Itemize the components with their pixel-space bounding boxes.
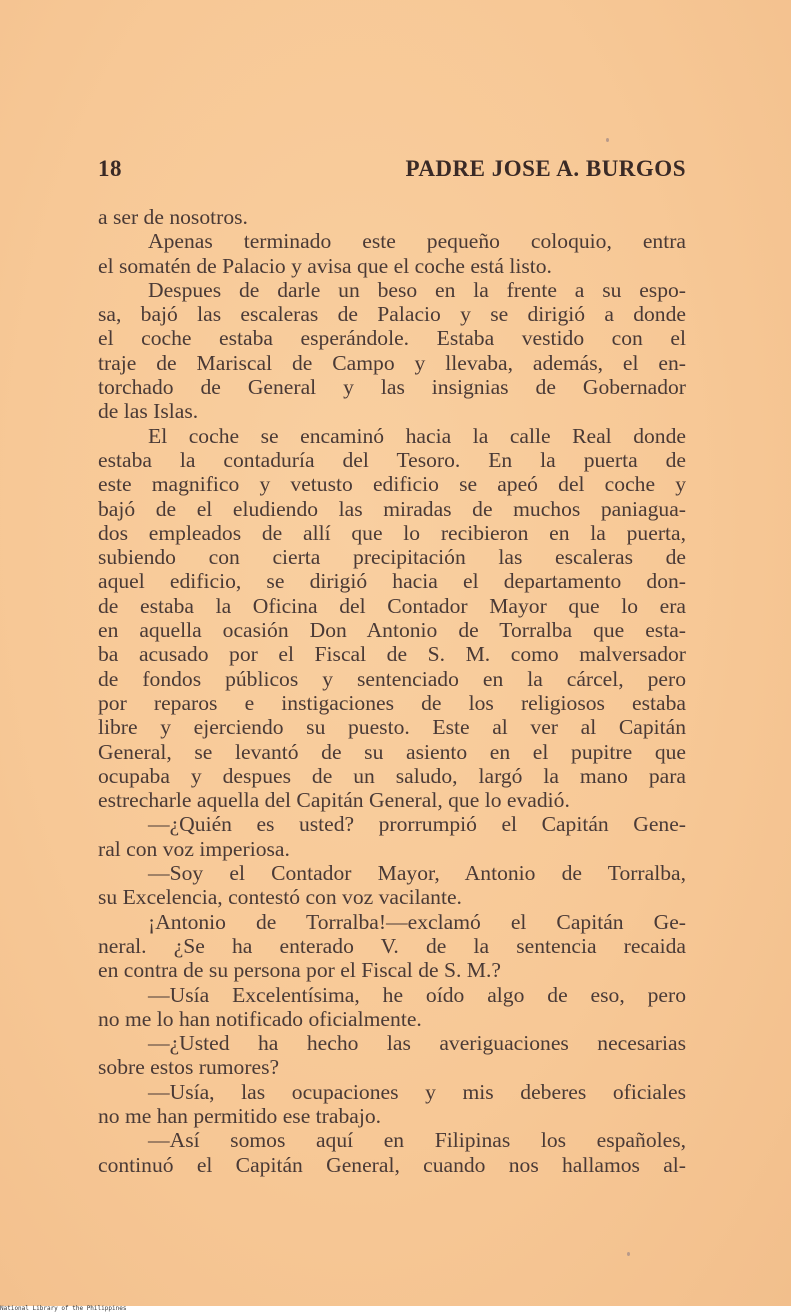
text-line: dos empleados de allí que lo recibieron en la puerta, (98, 520, 686, 545)
text-line: —Así somos aquí en Filipinas los españoles, (148, 1128, 686, 1153)
text-line: su Excelencia, contestó con voz vacilante. (98, 885, 462, 910)
text-line: por reparos e instigaciones de los religiosos estaba (98, 690, 686, 715)
text-line: torchado de General y las insignias de Gobernador (98, 375, 686, 400)
text-line: en aquella ocasión Don Antonio de Torralba que esta- (98, 618, 686, 643)
text-line: el somatén de Palacio y avisa que el coche está listo. (98, 253, 552, 278)
text-line: —Usía Excelentísima, he oído algo de eso, pero (148, 982, 686, 1007)
text-line: El coche se encaminó hacia la calle Real donde (148, 423, 686, 448)
text-line: estaba la contaduría del Tesoro. En la puerta de (98, 447, 686, 472)
text-line: no me lo han notificado oficialmente. (98, 1006, 422, 1031)
text-line: sa, bajó las escaleras de Palacio y se dirigió a donde (98, 302, 686, 327)
text-line: Apenas terminado este pequeño coloquio, entra (148, 229, 686, 254)
page-header (98, 150, 686, 186)
text-line: a ser de nosotros. (98, 205, 248, 229)
running-head: PADRE JOSE A. BURGOS (405, 156, 686, 181)
text-line: traje de Mariscal de Campo y llevaba, además, el en- (98, 350, 686, 375)
text-line: este magnifico y vetusto edificio se apeó del coche y (98, 472, 686, 497)
text-line: ral con voz imperiosa. (98, 836, 290, 861)
text-line: ba acusado por el Fiscal de S. M. como malversador (98, 642, 686, 667)
text-line: —Soy el Contador Mayor, Antonio de Torralba, (148, 861, 686, 886)
text-line: de las Islas. (98, 399, 199, 424)
body-text (98, 205, 686, 1177)
text-line: General, se levantó de su asiento en el pupitre que (98, 739, 686, 764)
text-line: el coche estaba esperándole. Estaba vestido con el (98, 326, 686, 351)
paper-speck (627, 1252, 630, 1256)
text-line: sobre estos rumores? (98, 1055, 280, 1080)
text-line: —¿Quién es usted? prorrumpió el Capitán Gene- (148, 812, 686, 837)
text-line: de estaba la Oficina del Contador Mayor que lo era (98, 593, 686, 618)
text-line: —Usía, las ocupaciones y mis deberes oficiales (148, 1079, 686, 1104)
text-line: neral. ¿Se ha enterado V. de la sentencia recaida (98, 933, 686, 958)
text-line: estrecharle aquella del Capitán General, que lo evadió. (98, 788, 570, 813)
text-line: subiendo con cierta precipitación las escaleras de (98, 545, 686, 570)
text-line: de fondos públicos y sentenciado en la cárcel, pero (98, 666, 686, 691)
page-number: 18 (98, 156, 122, 181)
text-line: libre y ejerciendo su puesto. Este al ver al Capitán (98, 715, 686, 740)
text-line: en contra de su persona por el Fiscal de S. M.? (98, 958, 501, 983)
text-line: ¡Antonio de Torralba!—exclamó el Capitán Ge- (148, 909, 686, 934)
text-line: ocupaba y despues de un saludo, largó la mano para (98, 763, 686, 788)
text-line: no me han permitido ese trabajo. (98, 1103, 382, 1128)
text-line: —¿Usted ha hecho las averiguaciones necesarias (148, 1031, 686, 1056)
paper-speck (606, 138, 609, 142)
text-line: continuó el Capitán General, cuando nos hallamos al- (98, 1152, 686, 1177)
text-line: bajó de el eludiendo las miradas de muchos paniagua- (98, 496, 686, 521)
text-line: aquel edificio, se dirigió hacia el departamento don- (98, 569, 686, 594)
text-line: Despues de darle un beso en la frente a su espo- (148, 277, 686, 302)
library-credit: National Library of the Philippines (0, 1305, 127, 1312)
